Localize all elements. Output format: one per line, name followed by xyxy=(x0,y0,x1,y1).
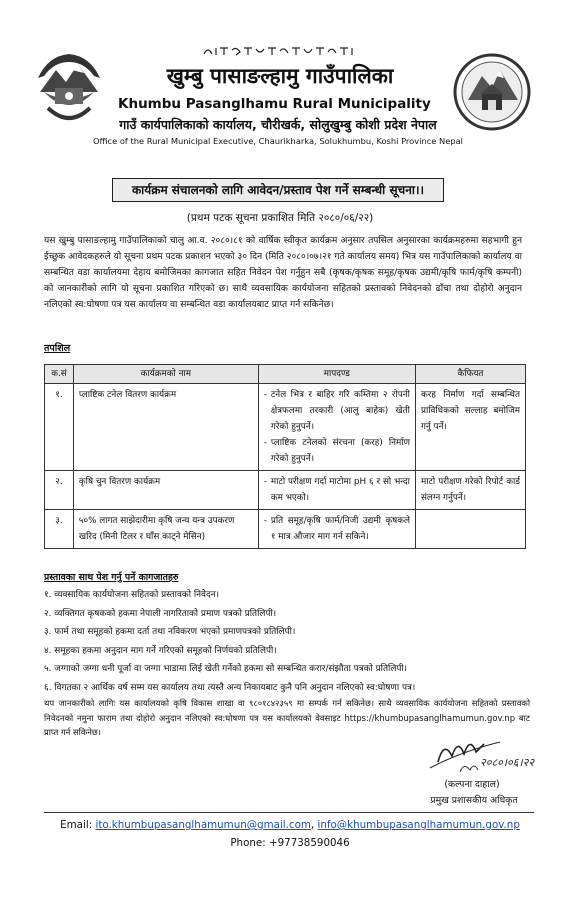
row-number: ३. xyxy=(45,510,74,549)
table-header-cell: क.सं xyxy=(45,365,74,384)
municipality-title-nepali: खुम्बु पासाङल्हामु गाउँपालिका xyxy=(166,64,394,88)
row-number: १. xyxy=(45,384,74,471)
criteria-item: - प्रति समूह/कृषि फार्म/निजी उद्यमी कृषकले १ मात्र औजार माग गर्न सकिने। xyxy=(263,516,410,542)
criteria-cell xyxy=(258,384,415,471)
first-published-date: (प्रथम पटक सूचना प्रकाशित मिति २०८०/०६/२२) xyxy=(186,212,374,224)
footer-email xyxy=(40,819,540,831)
list-item: ४. समूहका हकमा अनुदान माग गर्ने गरिएको समूहको निर्णयको प्रतिलिपी। xyxy=(44,645,277,656)
contact-note: थप जानकारीको लागिः यस कार्यालयको कृषि विकास शाखा वा ९८०१८४२३५९ मा सम्पर्क गर्न सकिनेछ। साथै व्यवसायिक कार्ययोजना सहितको प्रस्तावको निवेदनको नमुना फाराम तथा दोहोरो अनुदान नलिएको स्व:घोषणा पत्र यस कार्यालयको वेवसाइट https://khumbupasanglhamumun.gov.np बाट प्राप्त गर्न सकिनेछ। xyxy=(44,698,530,737)
handwritten-signature xyxy=(420,722,540,782)
criteria-item: - टनेल भित्र र बाहिर गरि कम्तिमा २ रोपनी क्षेत्रफलमा तरकारी (आलु बाहेक) खेती गरेको हुनुपर्ने। xyxy=(263,390,410,432)
office-address-nepali: गाउँ कार्यपालिकाको कार्यालय, चौरीखर्क, सोलुखुम्बु कोशी प्रदेश नेपाल xyxy=(119,117,437,132)
criteria-cell xyxy=(258,510,415,549)
table-header-row xyxy=(45,365,526,384)
email-link-1[interactable]: ito.khumbupasanglhamumun@gmail.com xyxy=(95,819,311,831)
notice-title: कार्यक्रम संचालनको लागि आवेदन/प्रस्ताव पेश गर्ने सम्बन्धी सूचना।। xyxy=(112,178,444,202)
program-name: कृषि चुन वितरण कार्यक्रम xyxy=(73,471,258,510)
footer-phone: Phone: +97738590046 xyxy=(230,837,350,849)
criteria-cell xyxy=(258,471,415,510)
list-item: १. व्यवसायिक कार्ययोजना सहितको प्रस्तावको निवेदन। xyxy=(44,590,219,600)
signer-title: प्रमुख प्रशासकीय अधिकृत xyxy=(430,795,518,806)
list-item: ६. विगतका २ आर्थिक वर्ष सम्म यस कार्यालय तथा त्यस्तै अन्य निकायबाट कुनै पनि अनुदान नलिएको स्व:घोषणा पत्र। xyxy=(44,682,416,693)
municipality-logo-icon xyxy=(452,52,532,132)
signer-name: (कल्पना दाहाल) xyxy=(444,779,500,790)
office-address-english: Office of the Rural Municipal Executive, Chaurikharka, Solukhumbu, Koshi Province Nepal xyxy=(93,136,463,146)
remarks-cell xyxy=(415,510,525,549)
row-number: २. xyxy=(45,471,74,510)
table-row xyxy=(45,384,526,471)
tibetan-script-tagline xyxy=(200,44,360,58)
footer-divider xyxy=(44,812,534,813)
criteria-item: - माटो परीक्षण गर्दा माटोमा pH ६ र सो भन्दा कम भएको। xyxy=(263,477,410,503)
table-header-cell: कार्यक्रमको नाम xyxy=(73,365,258,384)
municipality-title-english: Khumbu Pasanglhamu Rural Municipality xyxy=(118,96,431,112)
notice-body: यस खुम्बु पासाङल्हामु गाउँपालिकाको चालु आ.व. २०८०।८१ को वार्षिक स्वीकृत कार्यक्रम अनुसार तपसिल अनुसारका कार्यक्रमहरुमा सहभागी हुन ईच्छुक आवेदकहरुले यो सूचना प्रथम पटक प्रकाशन भएको ३० दिन (मिति २०८०।०७।२१ गते कार्यालय समय) भित्र यस गाउँपालिकाको कार्यालय वा सम्बन्धित वडा कार्यालयमा देहाय बमोजिमका कागजात सहित निवेदन पेश गर्नुहुन सबै (कृषक/कृषक समूह/कृषक उद्यमी/कृषि फार्म/कृषि कम्पनी) को जानकारीको लागि यो सूचना प्रकाशित गरिएको छ। साथै व्यवसायिक कार्ययोजना सहितको प्रस्तावको निवेदनको ढाँचा तथा दोहोरो अनुदान नलिएको स्व:घोषणा पत्र यस कार्यालय वा सम्बन्धित वडा कार्यालयबाट प्राप्त गर्न सकिनेछ। xyxy=(44,236,522,310)
criteria-item: - प्लाष्टिक टनेलको संरचना (करह) निर्माण गरेको हुनुपर्ने। xyxy=(263,438,410,464)
email-link-2[interactable]: info@khumbupasanglhamumun.gov.np xyxy=(317,819,520,831)
table-row xyxy=(45,471,526,510)
list-item: २. व्यक्तिगत कृषकको हकमा नेपाली नागरिताको प्रमाण पत्रको प्रतिलिपी। xyxy=(44,608,277,619)
email-separator: , xyxy=(310,819,315,831)
list-item: ३. फार्म तथा समूहको हकमा दर्ता तथा नविकरण भएको प्रमाणपत्रको प्रतिलिपी। xyxy=(44,627,296,637)
program-table xyxy=(44,364,526,549)
remarks-cell: करह निर्माण गर्दा सम्बन्धित प्राविधिकको सल्लाह बमोजिम गर्नु पर्ने। xyxy=(415,384,525,471)
documents-list xyxy=(44,586,529,697)
table-header-cell: कैफियत xyxy=(415,365,525,384)
remarks-cell: माटो परीक्षण गरेको रिपोर्ट कार्ड संलग्न गर्नुपर्ने। xyxy=(415,471,525,510)
schedule-label: तपशिल xyxy=(44,343,71,354)
program-name: ५०% लागत साझेदारीमा कृषि जन्य यन्त्र उपकरण खरिद (मिनी टिलर र घाँस काट्ने मेसिन) xyxy=(73,510,258,549)
program-name: प्लाष्टिक टनेल वितरण कार्यक्रम xyxy=(73,384,258,471)
list-item: ५. जग्गाको जग्गा धनी पूर्जा वा जग्गा भाडामा लिई खेती गर्नेको हकमा सो सम्बन्धित करार/संझौता पत्रको प्रतिलिपी। xyxy=(44,664,408,674)
signature-date: २०८०।०६।२२ xyxy=(480,757,535,769)
email-label: Email: xyxy=(60,819,93,831)
table-row xyxy=(45,510,526,549)
documents-heading: प्रस्तावका साथ पेश गर्नु पर्ने कागजातहरु xyxy=(44,572,179,583)
table-header-cell: मापदण्ड xyxy=(258,365,415,384)
